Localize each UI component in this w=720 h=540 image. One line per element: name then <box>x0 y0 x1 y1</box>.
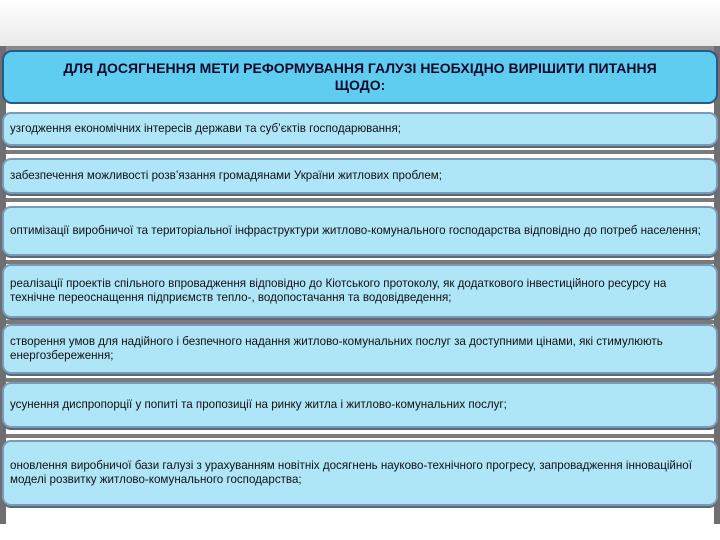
list-item <box>2 206 718 256</box>
divider <box>6 150 714 154</box>
list-item <box>2 382 718 428</box>
divider <box>6 434 714 438</box>
list-item-text: реалізації проектів спільного впровадження відповідно до Кіотського протоколу, як додаткового інвестиційного ресурсу на технічне переоснащення підприємств тепло-, водопостачання та водовідведення; <box>10 277 667 304</box>
divider <box>6 198 714 202</box>
list-item-text: створення умов для надійного і безпечного надання житлово-комунальних послуг за доступними цінами, які стимулюють енергозбереження; <box>10 335 663 362</box>
top-band <box>0 0 720 46</box>
list-item <box>2 112 718 146</box>
list-item-text: оптимізації виробничої та територіальної інфраструктури житлово-комунального господарства відповідно до потреб населення; <box>10 224 701 237</box>
list-item-text: оновлення виробничої бази галузі з урахуванням новітніх досягнень науково-технічного прогресу, запровадження інноваційної моделі розвитку житлово-комунального господарства; <box>10 459 692 486</box>
list-item <box>2 158 718 194</box>
list-item-text: узгодження економічних інтересів держави та суб’єктів господарювання; <box>10 122 401 135</box>
list-item-text: усунення диспропорції у попиті та пропозиції на ринку житла і житлово-комунальних послуг; <box>10 398 507 411</box>
list-item <box>2 440 718 506</box>
list-item <box>2 324 718 374</box>
page-title: ДЛЯ ДОСЯГНЕННЯ МЕТИ РЕФОРМУВАННЯ ГАЛУЗІ НЕОБХІДНО ВИРІШИТИ ПИТАННЯ ЩОДО: <box>2 50 718 104</box>
bottom-band <box>0 524 720 540</box>
list-item-text: забезпечення можливості розв’язання громадянами України житлових проблем; <box>10 169 442 182</box>
list-item <box>2 264 718 318</box>
